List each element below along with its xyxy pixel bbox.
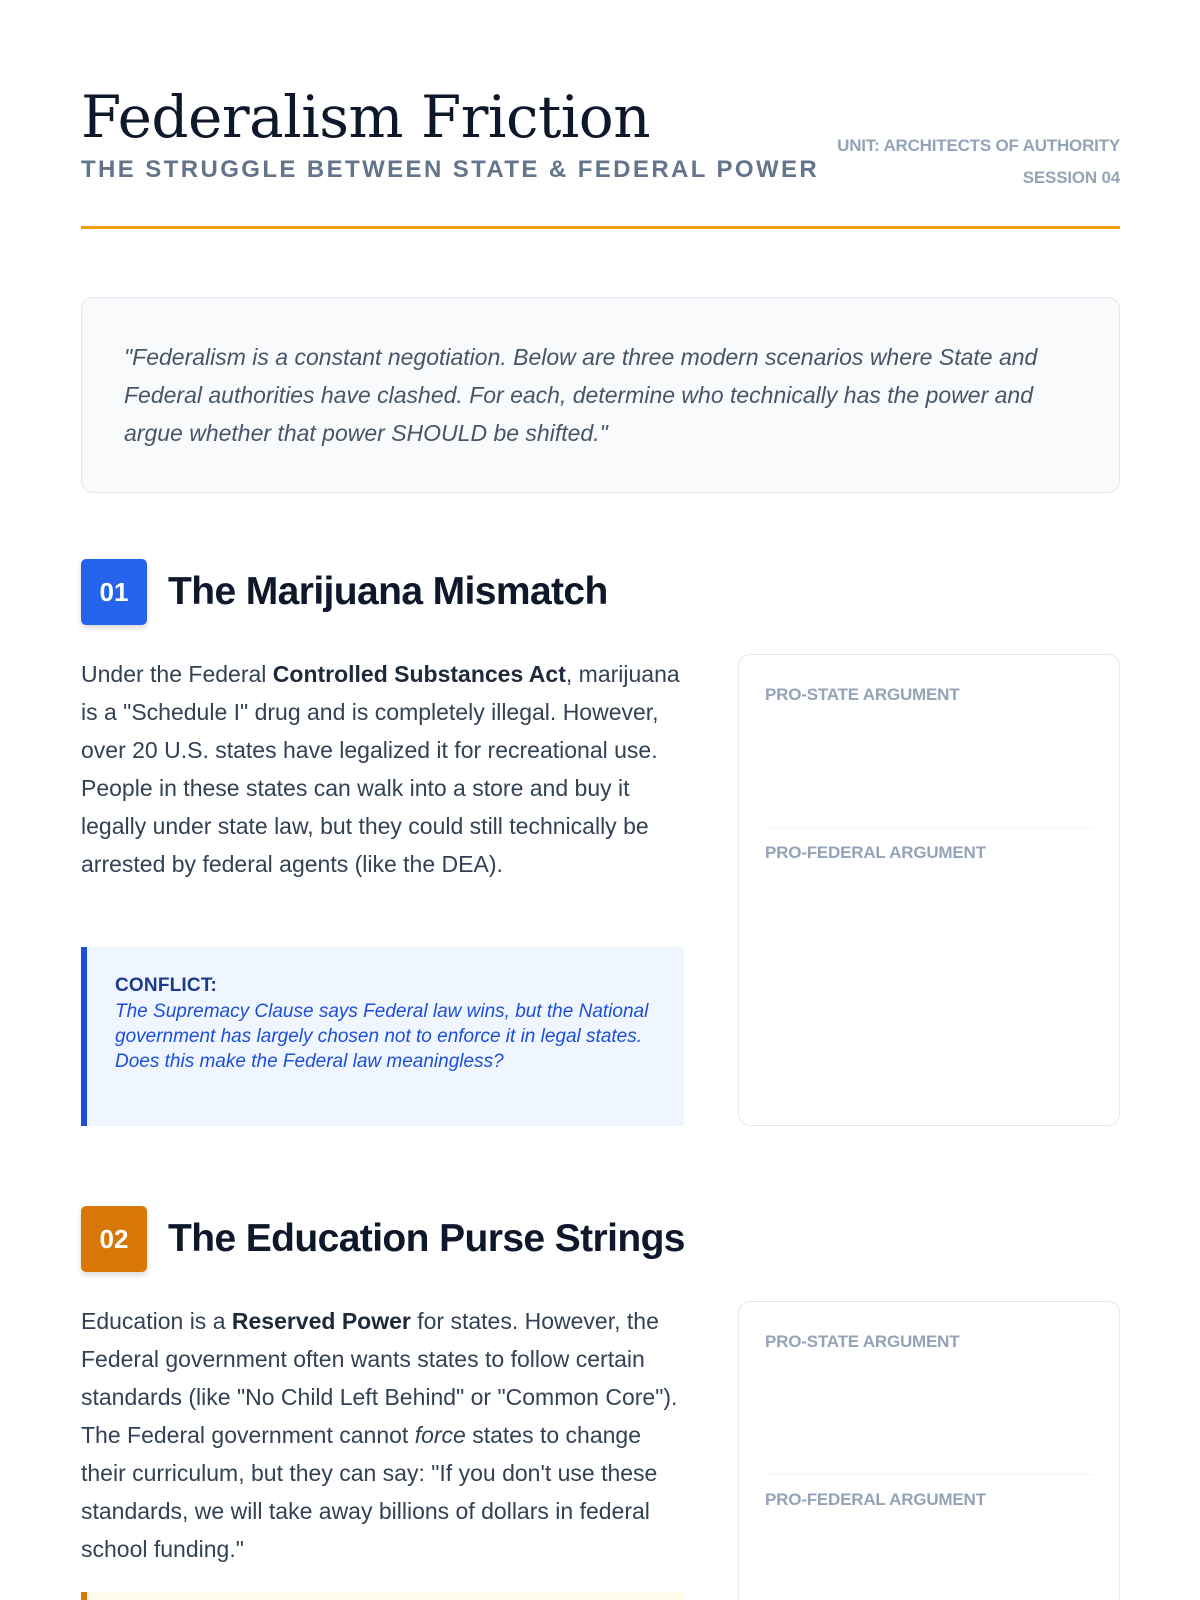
- body-bold-term: Reserved Power: [231, 1308, 411, 1334]
- scenario-section-02: [81, 1206, 1120, 1600]
- section-body: [81, 655, 686, 883]
- body-text: Under the Federal: [81, 661, 273, 687]
- intro-quote-text: "Federalism is a constant negotiation. Below are three modern scenarios where State and Federal authorities have clashed. For each, determine who technically has the power and argue whether that power SHOULD be shifted.": [124, 344, 1038, 446]
- intro-quote-box: [81, 297, 1120, 493]
- argument-divider: [765, 827, 1093, 828]
- conflict-text: The Supremacy Clause says Federal law wins, but the National government has largely chosen not to enforce it in legal states. Does this make the Federal law meaningless?: [115, 1001, 649, 1072]
- pro-state-label: PRO-STATE ARGUMENT: [765, 1332, 960, 1351]
- section-title: The Marijuana Mismatch: [168, 570, 608, 613]
- session-meta: [837, 130, 1120, 194]
- conflict-callout: [81, 1592, 684, 1600]
- body-italic-term: force: [414, 1422, 466, 1448]
- conflict-callout: [81, 947, 684, 1126]
- page-header: [81, 84, 1120, 229]
- unit-label: UNIT: ARCHITECTS OF AUTHORITY: [837, 136, 1120, 155]
- body-bold-term: Controlled Substances Act: [272, 661, 566, 687]
- body-text: Education is a: [81, 1308, 232, 1334]
- pro-state-label: PRO-STATE ARGUMENT: [765, 685, 960, 704]
- body-text: states to change their curriculum, but they can say: "If you don't use these standards, we will take away billions of dollars in federal school funding.": [81, 1422, 658, 1562]
- session-label: SESSION 04: [1022, 168, 1120, 187]
- section-body: [81, 1302, 686, 1568]
- argument-divider: [765, 1474, 1093, 1475]
- section-number-badge: 02: [81, 1206, 147, 1272]
- body-text: , marijuana is a "Schedule I" drug and is completely illegal. However, over 20 U.S. states have legalized it for recreational use. People in these states can walk into a store and buy it legally under state law, but they could still technically be arrested by federal agents (like the DEA).: [81, 661, 680, 877]
- page-subtitle: THE STRUGGLE BETWEEN STATE & FEDERAL POWER: [81, 156, 820, 183]
- pro-federal-label: PRO-FEDERAL ARGUMENT: [765, 1490, 986, 1509]
- section-number-badge: 01: [81, 559, 147, 625]
- pro-federal-label: PRO-FEDERAL ARGUMENT: [765, 843, 986, 862]
- argument-card: [738, 1301, 1120, 1600]
- argument-card: [738, 654, 1120, 1126]
- header-divider: [81, 226, 1120, 229]
- body-text: for states. However, the Federal government often wants states to follow certain standards (like "No Child Left Behind" or "Common Core"). The Federal government cannot: [81, 1308, 678, 1448]
- conflict-label: CONFLICT:: [115, 975, 218, 996]
- page-title: Federalism Friction: [81, 83, 651, 151]
- scenario-section-01: [81, 559, 1120, 1131]
- section-title: The Education Purse Strings: [168, 1217, 685, 1260]
